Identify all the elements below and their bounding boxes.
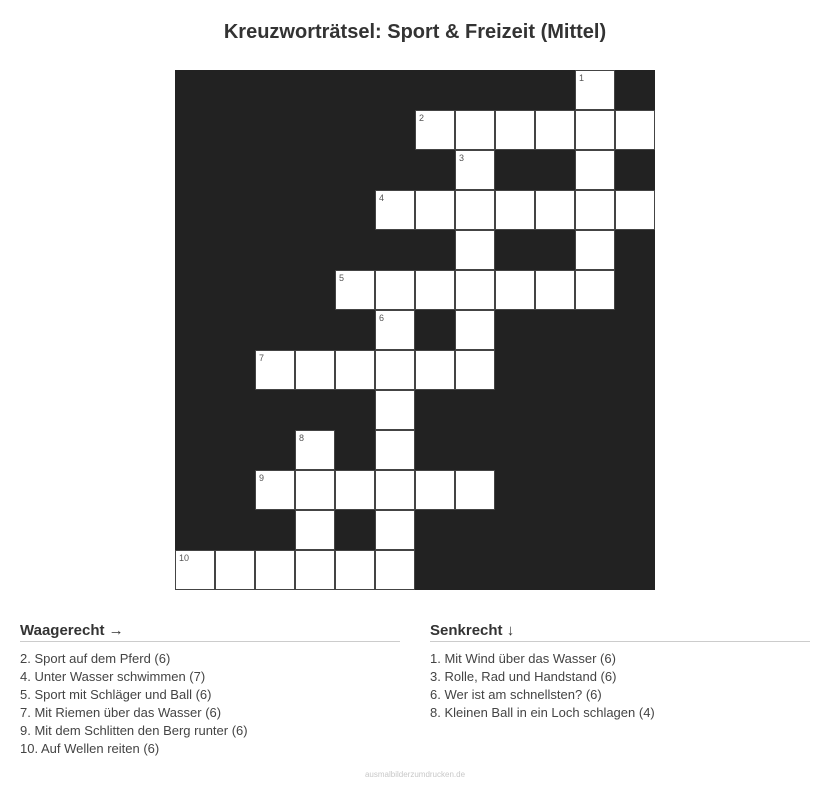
grid-cell[interactable] bbox=[295, 550, 335, 590]
down-clue: 3. Rolle, Rad und Handstand (6) bbox=[430, 669, 617, 684]
grid-cell[interactable] bbox=[375, 350, 415, 390]
grid-cell[interactable] bbox=[575, 150, 615, 190]
across-clue: 5. Sport mit Schläger und Ball (6) bbox=[20, 687, 212, 702]
grid-cell[interactable] bbox=[295, 350, 335, 390]
grid-cell[interactable] bbox=[575, 110, 615, 150]
across-clue: 7. Mit Riemen über das Wasser (6) bbox=[20, 705, 222, 720]
clue-number: 10 bbox=[179, 553, 190, 563]
grid-cell[interactable] bbox=[535, 190, 575, 230]
clue-number: 7 bbox=[259, 353, 265, 363]
grid-cell[interactable] bbox=[415, 110, 455, 150]
grid-cell[interactable] bbox=[455, 270, 495, 310]
clue-number: 1 bbox=[579, 73, 585, 83]
across-clue: 4. Unter Wasser schwimmen (7) bbox=[20, 669, 206, 684]
grid-cell[interactable] bbox=[375, 470, 415, 510]
clue-number: 3 bbox=[459, 153, 465, 163]
grid-cell[interactable] bbox=[415, 270, 455, 310]
grid-cell[interactable] bbox=[575, 190, 615, 230]
puzzle-title: Kreuzworträtsel: Sport & Freizeit (Mittel) bbox=[223, 21, 607, 43]
grid-cell[interactable] bbox=[375, 190, 415, 230]
grid-cell[interactable] bbox=[495, 270, 535, 310]
grid-cell[interactable] bbox=[495, 110, 535, 150]
grid-cell[interactable] bbox=[295, 510, 335, 550]
grid-cell[interactable] bbox=[335, 270, 375, 310]
grid-cell[interactable] bbox=[335, 470, 375, 510]
grid-cell[interactable] bbox=[615, 110, 655, 150]
clue-number: 6 bbox=[379, 313, 385, 323]
crossword-grid bbox=[175, 70, 655, 590]
grid-cell[interactable] bbox=[615, 190, 655, 230]
grid-cell[interactable] bbox=[335, 350, 375, 390]
grid-cell[interactable] bbox=[455, 350, 495, 390]
grid-cell[interactable] bbox=[255, 550, 295, 590]
clue-number: 9 bbox=[259, 473, 265, 483]
down-heading: Senkrecht ↓ bbox=[430, 622, 810, 642]
grid-cell[interactable] bbox=[455, 310, 495, 350]
grid-cell[interactable] bbox=[535, 270, 575, 310]
across-clue-list bbox=[20, 650, 400, 758]
down-clues-section bbox=[430, 622, 810, 722]
grid-cell[interactable] bbox=[375, 510, 415, 550]
down-clue-list bbox=[430, 650, 810, 722]
grid-cell[interactable] bbox=[415, 350, 455, 390]
clue-number: 2 bbox=[419, 113, 425, 123]
grid-cell[interactable] bbox=[575, 70, 615, 110]
grid-cell[interactable] bbox=[255, 350, 295, 390]
grid-cell[interactable] bbox=[215, 550, 255, 590]
grid-cell[interactable] bbox=[415, 470, 455, 510]
grid-cell[interactable] bbox=[295, 430, 335, 470]
grid-cell[interactable] bbox=[375, 310, 415, 350]
grid-cell[interactable] bbox=[415, 190, 455, 230]
grid-cell[interactable] bbox=[535, 110, 575, 150]
clue-number: 5 bbox=[339, 273, 345, 283]
grid-cell[interactable] bbox=[375, 390, 415, 430]
across-heading: Waagerecht → bbox=[20, 622, 400, 642]
clue-number: 8 bbox=[299, 433, 305, 443]
across-clue: 2. Sport auf dem Pferd (6) bbox=[20, 651, 171, 666]
down-clue: 6. Wer ist am schnellsten? (6) bbox=[430, 687, 602, 702]
across-clue: 9. Mit dem Schlitten den Berg runter (6) bbox=[20, 723, 248, 738]
grid-cell[interactable] bbox=[375, 430, 415, 470]
grid-cell[interactable] bbox=[455, 150, 495, 190]
grid-cell[interactable] bbox=[295, 470, 335, 510]
grid-cell[interactable] bbox=[575, 270, 615, 310]
across-clues-section bbox=[20, 622, 400, 758]
grid-cell[interactable] bbox=[455, 470, 495, 510]
clue-number: 4 bbox=[379, 193, 385, 203]
grid-cell[interactable] bbox=[375, 550, 415, 590]
grid-cell[interactable] bbox=[375, 270, 415, 310]
grid-cell[interactable] bbox=[335, 550, 375, 590]
grid-cell[interactable] bbox=[455, 230, 495, 270]
across-clue: 10. Auf Wellen reiten (6) bbox=[20, 741, 160, 756]
grid-cell[interactable] bbox=[455, 110, 495, 150]
down-clue: 8. Kleinen Ball in ein Loch schlagen (4) bbox=[430, 705, 655, 720]
grid-cell[interactable] bbox=[455, 190, 495, 230]
grid-cell[interactable] bbox=[175, 550, 215, 590]
down-clue: 1. Mit Wind über das Wasser (6) bbox=[430, 651, 616, 666]
grid-cell[interactable] bbox=[495, 190, 535, 230]
site-watermark: ausmalbilderzumdrucken.de bbox=[364, 770, 466, 779]
grid-cell[interactable] bbox=[255, 470, 295, 510]
grid-cell[interactable] bbox=[575, 230, 615, 270]
